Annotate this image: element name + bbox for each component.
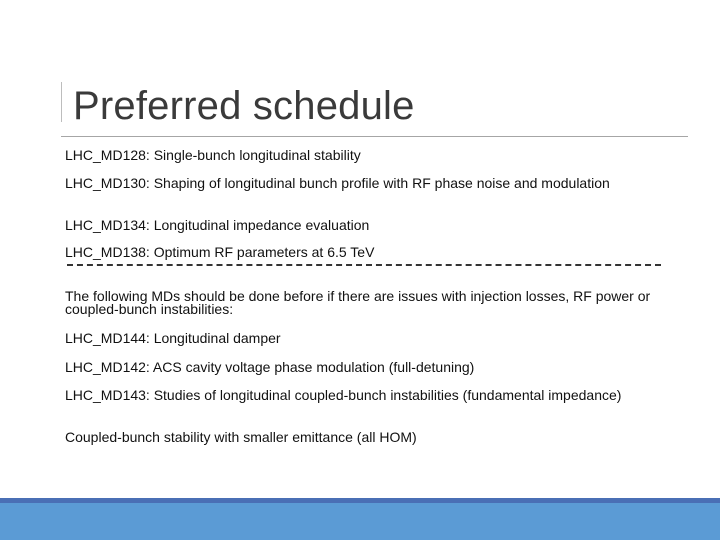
md-item: LHC_MD138: Optimum RF parameters at 6.5 TeV <box>65 244 375 260</box>
md-item: LHC_MD143: Studies of longitudinal coupled-bunch instabilities (fundamental impedance) <box>65 387 622 403</box>
md-item: LHC_MD142: ACS cavity voltage phase modulation (full-detuning) <box>65 359 475 375</box>
footer-bar <box>0 503 720 540</box>
md-item: LHC_MD130: Shaping of longitudinal bunch profile with RF phase noise and modulation <box>65 175 610 191</box>
md-item: Coupled-bunch stability with smaller emittance (all HOM) <box>65 429 417 445</box>
slide-title: Preferred schedule <box>73 84 415 128</box>
md-item: LHC_MD144: Longitudinal damper <box>65 330 281 346</box>
conditional-note: The following MDs should be done before if there are issues with injection losses, RF power or coupled-bunch instabilities: <box>65 288 651 317</box>
dashed-separator <box>67 264 661 266</box>
title-underline <box>61 136 688 137</box>
md-item: LHC_MD134: Longitudinal impedance evaluation <box>65 217 370 233</box>
title-accent-rule <box>61 82 62 122</box>
md-item: LHC_MD128: Single-bunch longitudinal stability <box>65 147 361 163</box>
